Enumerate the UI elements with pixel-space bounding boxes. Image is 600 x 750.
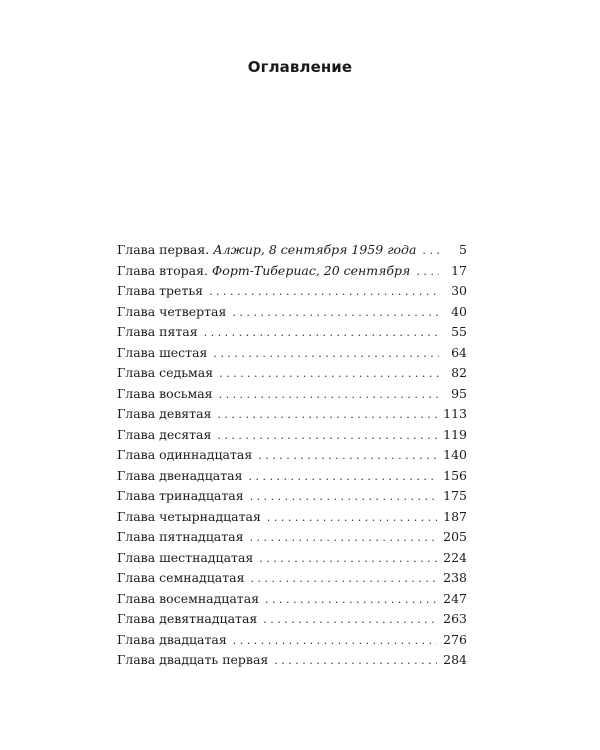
toc-entry-label [117,466,243,487]
toc-entry[interactable] [117,261,467,282]
toc-entry-label [117,650,268,671]
page-number: 224 [443,549,467,565]
toc-entry[interactable] [117,630,467,651]
page-number: 30 [451,283,467,298]
page-number: 95 [451,385,467,401]
toc-entry[interactable] [117,568,467,589]
dot-leader [422,241,439,261]
toc-entry-label [117,322,198,343]
page-number: 247 [443,590,467,606]
page-number: 175 [443,488,467,503]
chapter-title: Глава тринадцатая [117,488,244,503]
page-number: 238 [443,570,467,585]
toc-entry[interactable] [117,384,467,405]
toc-entry-label [117,589,259,610]
page-number: 205 [443,529,467,544]
toc-entry[interactable] [117,650,467,671]
chapter-title: Глава девятнадцатая [117,611,258,626]
page-title: Оглавление [247,58,353,76]
chapter-title: Глава двадцатая [117,631,227,647]
dot-leader [265,590,437,610]
dot-leader [219,385,439,405]
toc-entry[interactable] [117,609,467,630]
page-number: 40 [451,303,467,319]
page-number: 119 [443,426,467,442]
page-number: 284 [443,652,467,667]
chapter-title: Глава пятнадцатая [117,529,244,544]
chapter-title: Глава восемнадцатая [117,590,260,606]
toc-entry[interactable] [117,589,467,610]
dot-leader [233,631,437,651]
chapter-title: Глава девятая [117,406,212,421]
toc-entry-label [117,261,410,282]
toc-entry-label [117,486,244,507]
toc-entry-label [117,302,226,323]
chapter-title: Глава семнадцатая [117,570,245,585]
dot-leader [232,303,439,323]
dot-leader [250,569,437,589]
dot-leader [258,446,437,466]
chapter-title: Глава десятая [117,426,212,442]
toc-entry[interactable] [117,363,467,384]
dot-leader [217,426,437,446]
toc-entry-label [117,527,244,548]
page-number: 113 [443,406,467,421]
toc-entry[interactable] [117,466,467,487]
toc-entry-label [117,404,211,425]
dot-leader [204,323,439,343]
toc-entry-label [117,507,261,528]
dot-leader [250,528,438,548]
toc-entry[interactable] [117,281,467,302]
toc-entry[interactable] [117,486,467,507]
toc-entry-label [117,548,253,569]
page-number: 263 [443,611,467,626]
dot-leader [274,651,437,671]
dot-leader [217,405,437,425]
dot-leader [250,487,438,507]
toc-entry-label [117,425,211,446]
page-number: 276 [443,631,467,647]
dot-leader [249,467,438,487]
dot-leader [213,344,439,364]
page-number: 17 [451,262,467,278]
toc-entry[interactable] [117,322,467,343]
toc-entry-label [117,343,207,364]
page-number: 140 [443,447,467,462]
chapter-title: Глава шестая [117,344,208,360]
chapter-title: Глава двадцать первая [117,652,269,667]
page-number: 64 [451,344,467,360]
chapter-title: Глава двенадцатая [117,467,243,483]
chapter-title: Глава одиннадцатая [117,447,253,462]
chapter-title: Глава первая. [117,242,210,257]
chapter-title: Глава четырнадцатая [117,508,261,524]
chapter-subtitle: Алжир, 8 сентября 1959 года [213,242,417,257]
page-number: 82 [451,365,467,380]
toc-entry[interactable] [117,507,467,528]
chapter-title: Глава четвертая [117,303,227,319]
toc-entry-label [117,363,213,384]
chapter-title: Глава седьмая [117,365,214,380]
toc-entry[interactable] [117,527,467,548]
toc-entry-label [117,630,227,651]
toc-entry-label [117,384,213,405]
chapter-title: Глава восьмая [117,385,213,401]
toc-entry[interactable] [117,548,467,569]
chapter-title: Глава пятая [117,324,198,339]
toc-entry[interactable] [117,404,467,425]
toc-entry[interactable] [117,445,467,466]
toc-entry-label [117,609,257,630]
dot-leader [267,508,437,528]
page-number: 5 [459,242,467,257]
toc-entry[interactable] [117,425,467,446]
toc-entry[interactable] [117,302,467,323]
table-of-contents [117,240,467,671]
page-number: 55 [451,324,467,339]
toc-entry[interactable] [117,343,467,364]
chapter-title: Глава вторая. [117,262,208,278]
dot-leader [219,364,439,384]
page-number: 156 [443,467,467,483]
toc-entry-label [117,445,252,466]
page-number: 187 [443,508,467,524]
dot-leader [416,262,439,282]
dot-leader [209,282,439,302]
chapter-subtitle: Форт-Тибериас, 20 сентября [211,262,411,278]
chapter-title: Глава шестнадцатая [117,549,254,565]
chapter-title: Глава третья [117,283,204,298]
toc-entry-label [117,568,244,589]
dot-leader [259,549,437,569]
toc-entry-label [117,281,203,302]
toc-entry-label [117,240,416,261]
toc-entry[interactable] [117,240,467,261]
dot-leader [263,610,437,630]
